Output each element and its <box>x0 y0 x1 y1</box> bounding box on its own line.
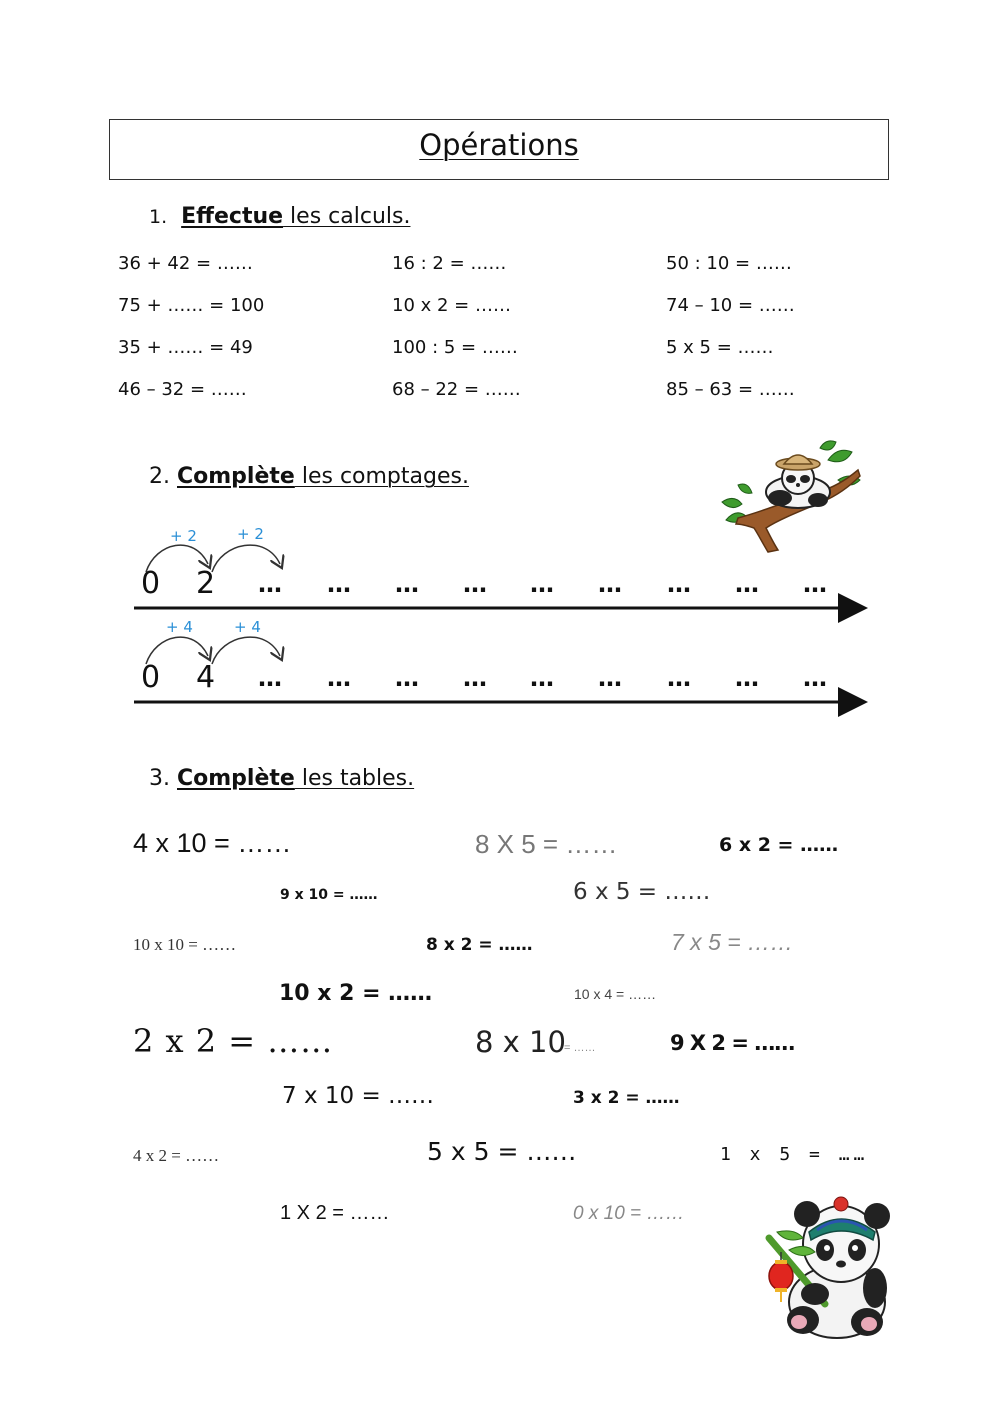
table-item-2: 8 X 5 = …… <box>475 829 618 859</box>
table-item-3: 6 x 2 = …… <box>719 834 839 856</box>
table-item-7: 8 x 2 = …… <box>426 935 533 955</box>
number-line-2-second: 4 <box>196 660 216 695</box>
number-line-1-blank-9: … <box>803 570 827 598</box>
table-item-18: 1 x 5 = …… <box>720 1144 869 1165</box>
number-line-1-blank-1: … <box>258 570 282 598</box>
table-item-14: 7 x 10 = …… <box>282 1083 435 1109</box>
section-2-heading <box>149 464 469 489</box>
number-line-1-blank-4: … <box>463 570 487 598</box>
table-item-20: 0 x 10 = …… <box>573 1203 685 1224</box>
number-line-1-blank-5: … <box>530 570 554 598</box>
number-line-1-step-1: + 2 <box>170 527 197 545</box>
number-line-1-blank-6: … <box>598 570 622 598</box>
number-line-2-start: 0 <box>141 660 161 695</box>
number-line-1-blank-8: … <box>735 570 759 598</box>
number-line-2-blank-8: … <box>735 664 759 692</box>
table-item-8: 7 x 5 = …… <box>671 929 794 955</box>
section-1-keyword: Effectue <box>181 204 284 229</box>
table-item-10: 10 x 4 = …… <box>574 986 657 1002</box>
table-item-19: 1 X 2 = …… <box>280 1202 390 1224</box>
section-3-number: 3. <box>149 766 170 791</box>
table-item-5: 6 x 5 = …… <box>573 879 711 905</box>
calc-3: 50 : 10 = …… <box>666 253 792 274</box>
number-line-2-blank-3: … <box>395 664 419 692</box>
panda-lantern-illustration <box>755 1192 905 1344</box>
number-line-2-blank-4: … <box>463 664 487 692</box>
number-line-2-step-2: + 4 <box>234 618 261 636</box>
table-item-6: 10 x 10 = …… <box>133 935 237 954</box>
number-line-1-step-2: + 2 <box>237 525 264 543</box>
number-line-2-blank-2: … <box>327 664 351 692</box>
number-line-2-blank-7: … <box>667 664 691 692</box>
number-line-1-blank-2: … <box>327 570 351 598</box>
section-1-rest: les calculs. <box>283 204 411 229</box>
section-2-number: 2. <box>149 464 170 489</box>
table-item-12: 8 x 10 <box>475 1025 566 1059</box>
calc-10: 46 – 32 = …… <box>118 379 247 400</box>
calc-5: 10 x 2 = …… <box>392 295 511 316</box>
number-line-2-step-1: + 4 <box>166 618 193 636</box>
section-3-keyword: Complète <box>177 766 295 791</box>
table-item-16: 4 x 2 = …… <box>133 1146 220 1165</box>
calc-9: 5 x 5 = …… <box>666 337 774 358</box>
section-2-rest: les comptages. <box>294 464 469 489</box>
number-line-1-second: 2 <box>196 566 216 601</box>
number-line-2-blank-1: … <box>258 664 282 692</box>
number-line-1-arc-2 <box>212 545 280 572</box>
title-box <box>109 119 889 180</box>
table-item-15: 3 x 2 = …… <box>573 1088 680 1108</box>
number-line-2-blank-6: … <box>598 664 622 692</box>
section-1-number: 1. <box>149 206 168 228</box>
table-item-12-suffix: = …… <box>564 1042 596 1054</box>
number-line-1-blank-3: … <box>395 570 419 598</box>
calc-11: 68 – 22 = …… <box>392 379 521 400</box>
section-2-keyword: Complète <box>177 464 295 489</box>
number-line-1-start: 0 <box>141 566 161 601</box>
table-item-1: 4 x 10 = …… <box>133 828 292 858</box>
table-item-17: 5 x 5 = …… <box>427 1137 577 1166</box>
calc-12: 85 – 63 = …… <box>666 379 795 400</box>
calc-1: 36 + 42 = …… <box>118 253 253 274</box>
page-title: Opérations <box>419 128 579 162</box>
number-line-2-arc-2 <box>212 637 280 664</box>
calc-6: 74 – 10 = …… <box>666 295 795 316</box>
calc-2: 16 : 2 = …… <box>392 253 507 274</box>
number-line-2-blank-9: … <box>803 664 827 692</box>
section-3-heading <box>149 766 414 791</box>
section-1-heading <box>149 204 410 229</box>
table-item-4: 9 x 10 = …… <box>280 887 378 903</box>
number-line-2-blank-5: … <box>530 664 554 692</box>
table-item-13: 9 X 2 = …… <box>670 1031 795 1055</box>
calc-7: 35 + …… = 49 <box>118 337 253 358</box>
section-3-rest: les tables. <box>294 766 415 791</box>
calc-4: 75 + …… = 100 <box>118 295 265 316</box>
table-item-9: 10 x 2 = …… <box>279 981 433 1006</box>
calc-8: 100 : 5 = …… <box>392 337 518 358</box>
table-item-11: 2 x 2 = …… <box>133 1022 334 1060</box>
number-line-1-blank-7: … <box>667 570 691 598</box>
